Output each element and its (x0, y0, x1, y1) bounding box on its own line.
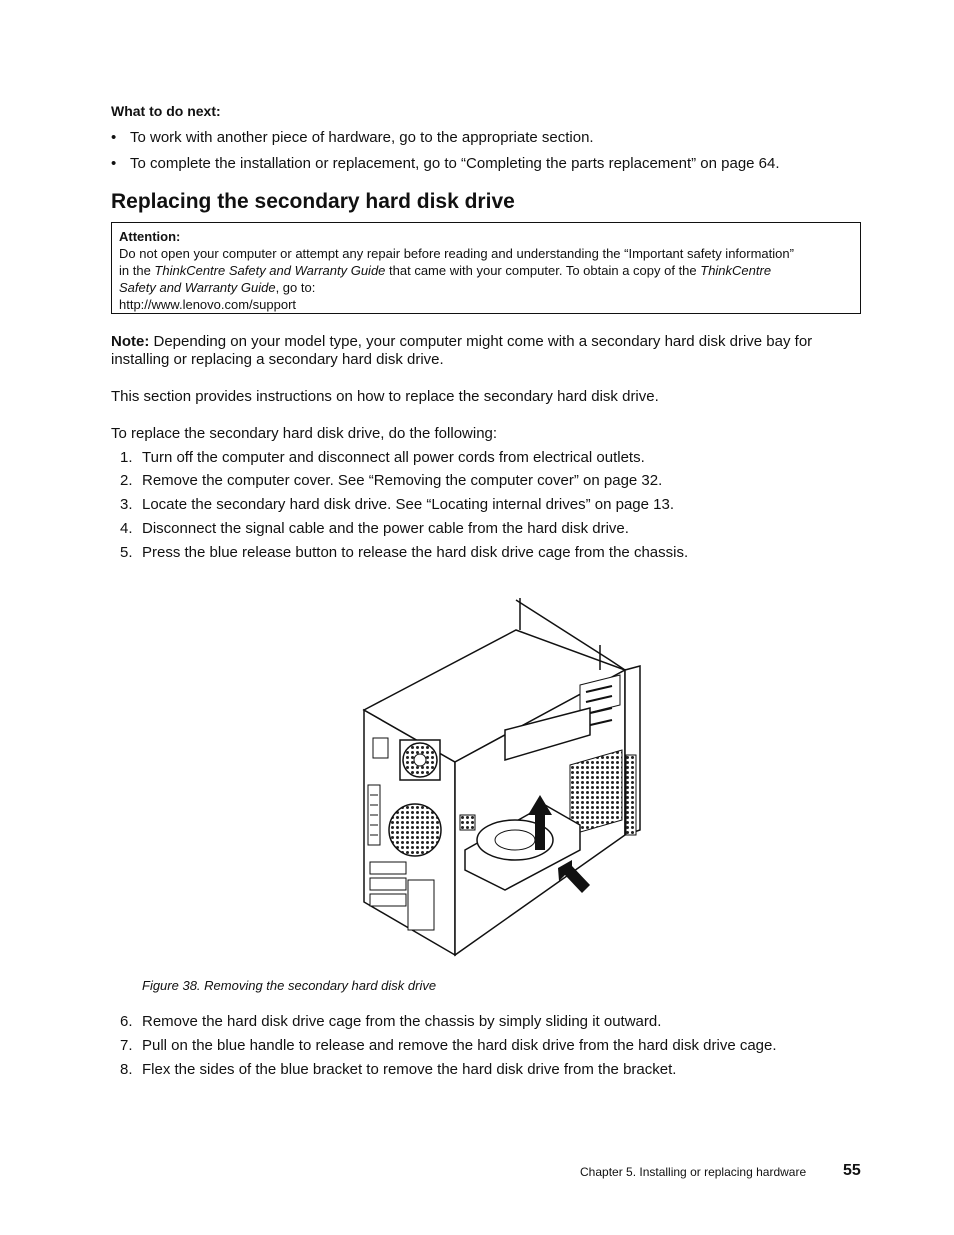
bullet-text: To complete the installation or replacement, go to “Completing the parts replacement” on page 64. (130, 155, 780, 172)
footer-chapter: Chapter 5. Installing or replacing hardware (580, 1165, 807, 1179)
figure-caption: Figure 38. Removing the secondary hard disk drive (142, 978, 437, 993)
intro-paragraph: This section provides instructions on how to replace the secondary hard disk drive. (111, 388, 659, 405)
guide-title: ThinkCentre Safety and Warranty Guide (154, 263, 386, 278)
attention-line: in the ThinkCentre Safety and Warranty Guide that came with your computer. To obtain a copy of the ThinkCentre (119, 263, 772, 278)
procedure-intro: To replace the secondary hard disk drive, do the following: (111, 425, 498, 442)
bullet-dot: • (111, 129, 117, 146)
guide-title: ThinkCentre (700, 263, 772, 278)
note-label: Note: (111, 333, 150, 350)
next-steps-heading: What to do next: (111, 103, 221, 119)
attention-heading: Attention: (119, 229, 181, 244)
computer-chassis-illustration (340, 590, 660, 965)
bullet-text: To work with another piece of hardware, go to the appropriate section. (130, 129, 594, 146)
section-title: Replacing the secondary hard disk drive (111, 190, 515, 213)
attention-line: Safety and Warranty Guide, go to: (119, 280, 316, 295)
page-number: 55 (843, 1162, 861, 1179)
bullet-dot: • (111, 155, 117, 172)
note-paragraph: Note: Depending on your model type, your computer might come with a secondary hard disk drive bay for installing or replacing a secondary hard disk drive. (111, 333, 813, 368)
guide-title: Safety and Warranty Guide (119, 280, 276, 295)
support-url[interactable]: http://www.lenovo.com/support (119, 297, 297, 312)
attention-box (111, 222, 861, 314)
attention-line: Do not open your computer or attempt any repair before reading and understanding the “Important safety information” (119, 246, 794, 261)
